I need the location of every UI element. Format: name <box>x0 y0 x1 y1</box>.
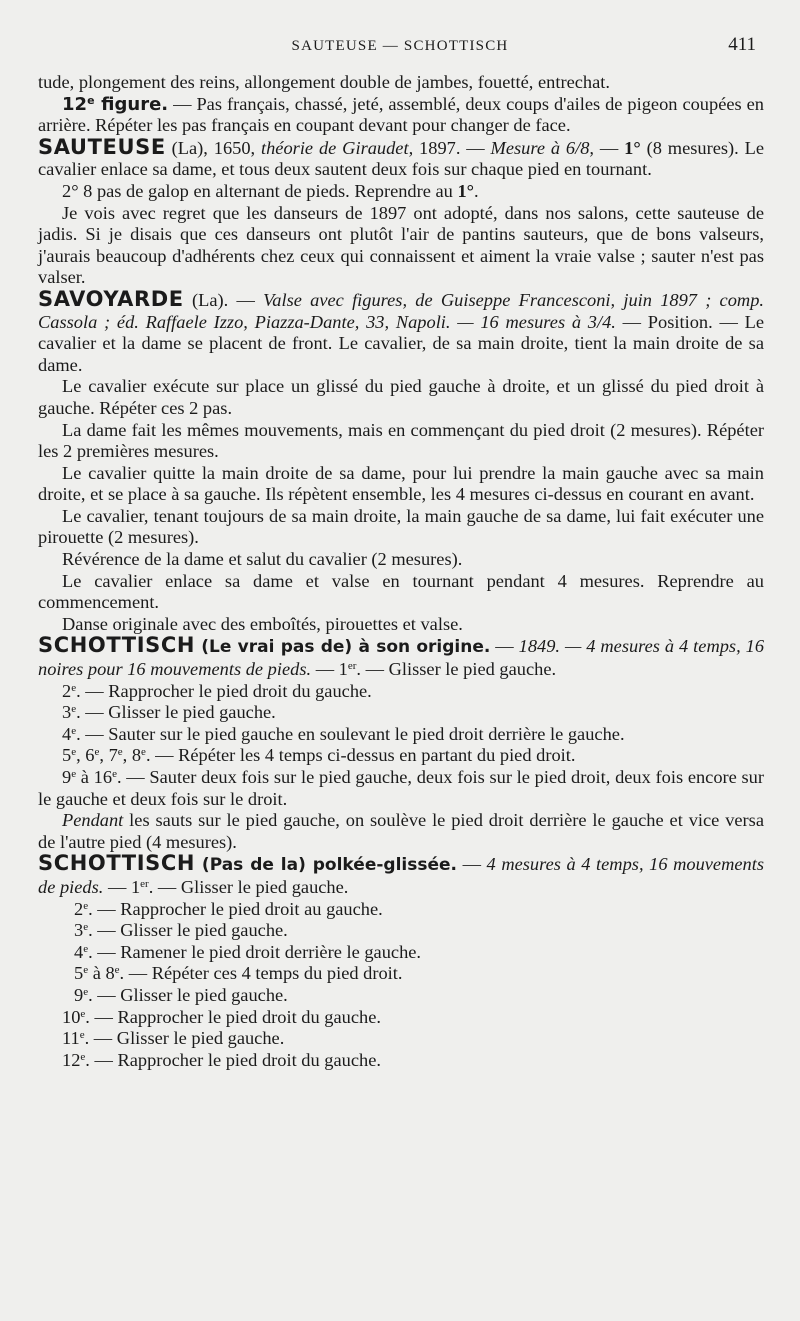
savoyarde-paragraph: La dame fait les mêmes mouvements, mais en commençant du pied droit (2 mesures). Répéter les 2 premières mesures. <box>38 419 764 462</box>
polkee-step: 5e à 8e. — Répéter ces 4 temps du pied droit. <box>74 963 403 984</box>
entry-savoyarde: SAVOYARDE (La). — Valse avec figures, de Guiseppe Francesconi, juin 1897 ; comp. Cassola ; éd. Raffaele Izzo, Piazza-Dante, 33, Napoli. — 16 mesures à 3/4. — Position. — Le cavalier et la dame se placent de front. Le cavalier, de sa main droite, tient la main droite de sa dame. <box>38 286 764 375</box>
schottisch-step: 4e. — Sauter sur le pied gauche en soulevant le pied droit derrière le gauche. <box>62 723 625 744</box>
savoyarde-paragraph: Révérence de la dame et salut du cavalier (2 mesures). <box>62 549 463 570</box>
savoyarde-paragraph: Le cavalier enlace sa dame et valse en tournant pendant 4 mesures. Reprendre au commencement. <box>38 570 764 613</box>
entry-title-schottisch: SCHOTTISCH <box>38 851 196 876</box>
polkee-step: 12e. — Rapprocher le pied droit du gauche. <box>62 1049 381 1070</box>
savoyarde-paragraph: Le cavalier exécute sur place un glissé du pied gauche à droite, et un glissé du pied droit à gauche. Répéter ces 2 pas. <box>38 376 764 418</box>
entry-title-schottisch: SCHOTTISCH <box>38 633 196 658</box>
polkee-step: 3e. — Glisser le pied gauche. <box>74 920 288 941</box>
figure-number: 12e figure. <box>62 93 169 115</box>
entry-schottisch-origine: SCHOTTISCH (Le vrai pas de) à son origine. — 1849. — 4 mesures à 4 temps, 16 noires pour 16 mouvements de pieds. — 1er. — Glisser le pied gauche. <box>38 633 765 680</box>
running-title: SAUTEUSE — SCHOTTISCH <box>291 38 509 54</box>
polkee-step: 11e. — Glisser le pied gauche. <box>62 1028 285 1049</box>
polkee-step: 4e. — Ramener le pied droit derrière le gauche. <box>74 941 422 962</box>
paragraph-continuation: tude, plongement des reins, allongement double de jambes, fouetté, entrechat. <box>38 72 610 92</box>
figure-12-paragraph: 12e figure. — Pas français, chassé, jeté, assemblé, deux coups d'ailes de pigeon coupées en arrière. Répéter les pas français en coupant devant pour changer de face. <box>38 93 764 136</box>
schottisch-step: 5e, 6e, 7e, 8e. — Répéter les 4 temps ci-dessus en partant du pied droit. <box>62 745 576 766</box>
sauteuse-step-2: 2° 8 pas de galop en alternant de pieds. Reprendre au 1°. <box>62 180 479 201</box>
savoyarde-paragraph: Le cavalier quitte la main droite de sa dame, pour lui prendre la main gauche avec sa main droite, et se place à sa gauche. Ils répètent ensemble, les 4 mesures ci-dessus en courant en avant. <box>38 462 764 505</box>
page-number: 411 <box>728 34 756 55</box>
entry-schottisch-polkee: SCHOTTISCH (Pas de la) polkée-glissée. — 4 mesures à 4 temps, 16 mouvements de pieds. — 1er. — Glisser le pied gauche. <box>38 851 764 897</box>
polkee-step: 2e. — Rapprocher le pied droit au gauche. <box>74 898 383 919</box>
entry-title-savoyarde: SAVOYARDE <box>38 286 184 311</box>
polkee-step: 10e. — Rapprocher le pied droit du gauche. <box>62 1006 381 1027</box>
page-body <box>38 72 764 1071</box>
page-header <box>0 34 800 58</box>
schottisch-step: 2e. — Rapprocher le pied droit du gauche. <box>62 680 372 701</box>
sauteuse-comment: Je vois avec regret que les danseurs de 1897 ont adopté, dans nos salons, cette sauteuse de jadis. Si je disais que ces danseurs ont plutôt l'air de pantins sauteurs, que de bons valseurs, j'aurais beaucoup d'adhérents chez ceux qui connaissent et aiment la vraie valse ; sauter n'est pas valser. <box>38 202 764 288</box>
schottisch-step: 9e à 16e. — Sauter deux fois sur le pied gauche, deux fois sur le pied droit, deux fois encore sur le gauche et deux fois sur le droit. <box>38 767 765 809</box>
schottisch-step: 3e. — Glisser le pied gauche. <box>62 702 276 723</box>
schottisch-note: Pendant les sauts sur le pied gauche, on soulève le pied droit derrière le gauche et vice versa de l'autre pied (4 mesures). <box>38 810 764 852</box>
entry-title-sauteuse: SAUTEUSE <box>38 134 166 159</box>
savoyarde-paragraph: Le cavalier, tenant toujours de sa main droite, la main gauche de sa dame, lui fait exécuter une pirouette (2 mesures). <box>38 505 764 548</box>
savoyarde-paragraph: Danse originale avec des emboîtés, pirouettes et valse. <box>62 613 463 634</box>
polkee-step: 9e. — Glisser le pied gauche. <box>74 984 288 1005</box>
entry-sauteuse: SAUTEUSE (La), 1650, théorie de Giraudet, 1897. — Mesure à 6/8, — 1° (8 mesures). Le cavalier enlace sa dame, et tous deux sautent deux fois sur chaque pied en tournant. <box>38 134 765 180</box>
